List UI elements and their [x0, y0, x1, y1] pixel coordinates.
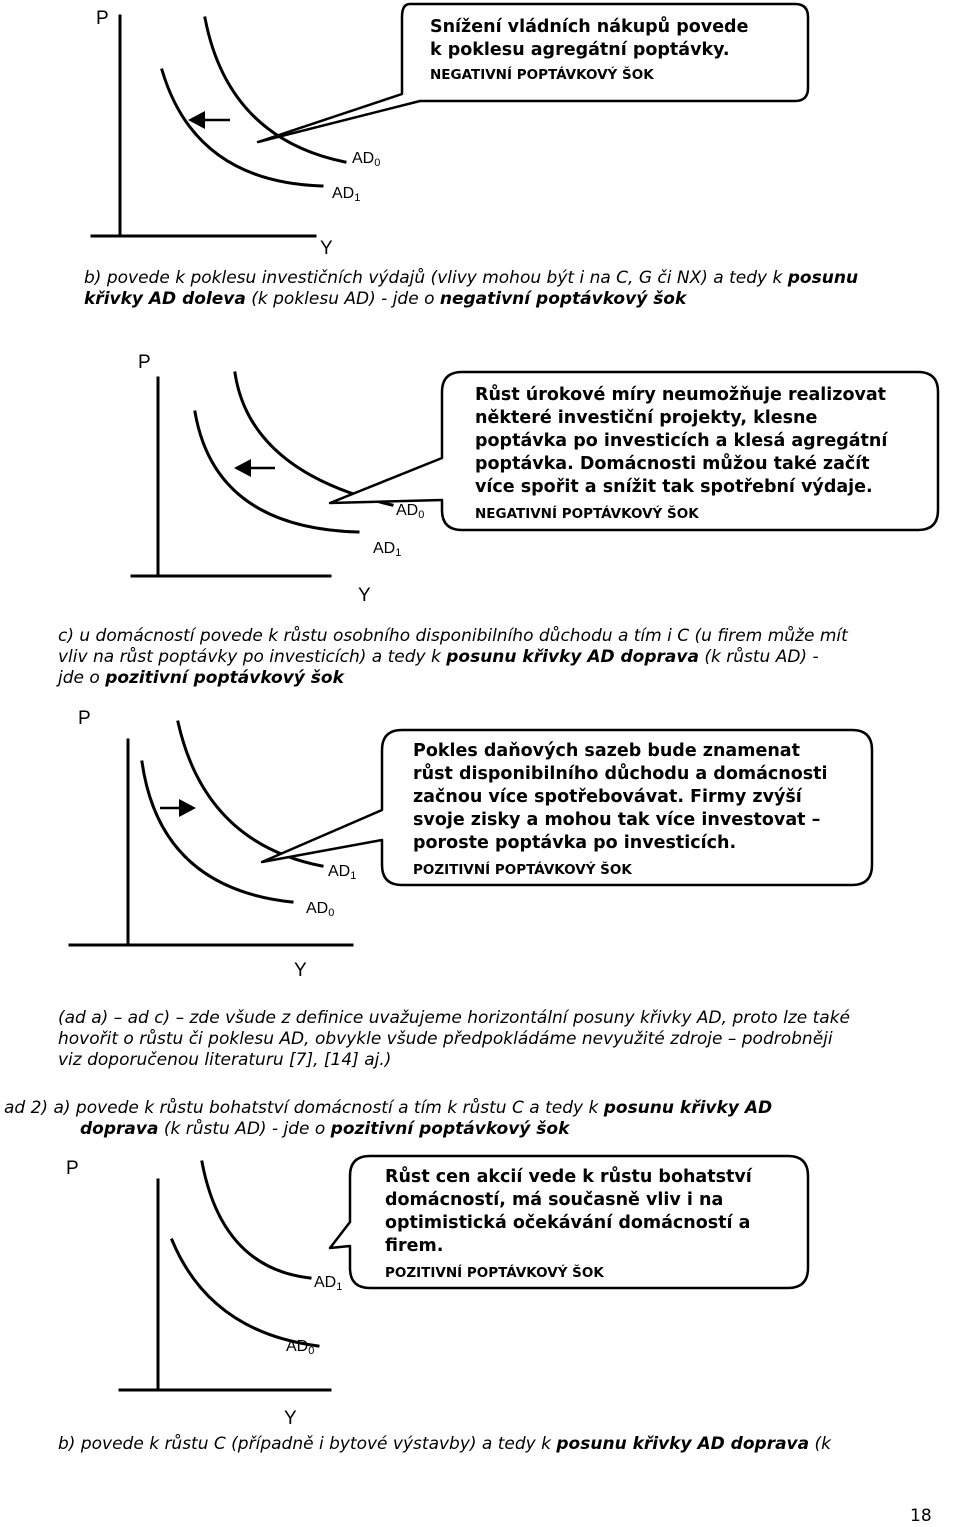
y-axis-label: Y: [284, 1408, 297, 1429]
paragraph-b-positive: b) povede k růstu C (případně i bytové výstavby) a tedy k posunu křivky AD doprava (k: [58, 1434, 831, 1454]
p-axis-label: P: [138, 352, 151, 373]
diagram2-curve-ad0: [235, 373, 392, 505]
shock-label: POZITIVNÍ POPTÁVKOVÝ ŠOK: [385, 1265, 604, 1281]
diagram4-bubble-text: Růst cen akcií vede k růstu bohatství domácností, má současně vliv i na optimistická očekávání domácností a firem. POZITIVNÍ POPTÁVKOVÝ ŠOK: [385, 1166, 752, 1285]
diagram4-curve-ad0: [172, 1240, 318, 1346]
diagram3-curve-ad0: [142, 762, 292, 902]
diagram4-curve-ad1: [202, 1162, 310, 1278]
ad0-label: $AD_0$: [352, 150, 381, 169]
p-axis-label: P: [66, 1158, 79, 1179]
paragraph-b-negative: b) povede k poklesu investičních výdajů (vlivy mohou být i na C, G či NX) a tedy k posunu křivky AD doleva (k poklesu AD) - jde o negativní poptávkový šok: [84, 268, 859, 309]
shock-label: NEGATIVNÍ POPTÁVKOVÝ ŠOK: [475, 506, 699, 522]
paragraph-ad-note: (ad a) – ad c) – zde všude z definice uvažujeme horizontální posuny křivky AD, proto lze také hovořit o růstu či poklesu AD, obvykle všude předpokládáme nevyužité zdroje – podrobněji viz doporučenou literaturu [7], [14] aj.): [58, 1008, 851, 1070]
y-axis-label: Y: [294, 960, 307, 981]
shock-label: POZITIVNÍ POPTÁVKOVÝ ŠOK: [413, 862, 632, 878]
y-axis-label: Y: [320, 238, 333, 259]
page-number: 18: [910, 1506, 932, 1526]
diagram2-axes: [132, 378, 330, 576]
p-axis-label: P: [78, 708, 91, 729]
diagram2-curve-ad1: [195, 412, 358, 532]
diagram2-left-arrow: [234, 459, 275, 477]
diagram1-left-arrow: [188, 111, 230, 129]
diagram1-curve-ad0: [205, 18, 345, 162]
diagram3-bubble-text: Pokles daňových sazeb bude znamenat růst disponibilního důchodu a domácnosti začnou více spotřebovávat. Firmy zvýší svoje zisky a mohou tak více investovat – poroste poptávka po investicích. POZITIVNÍ POPTÁVKOVÝ ŠOK: [413, 740, 828, 882]
ad0-label: $AD_0$: [306, 900, 335, 919]
ad1-label: $AD_1$: [314, 1274, 343, 1293]
ad0-label: $AD_0$: [286, 1338, 315, 1357]
diagram3-right-arrow: [160, 799, 196, 817]
diagram4-axes: [120, 1180, 330, 1390]
ad1-label: $AD_1$: [332, 185, 361, 204]
y-axis-label: Y: [358, 585, 371, 606]
shock-label: NEGATIVNÍ POPTÁVKOVÝ ŠOK: [430, 67, 654, 83]
p-axis-label: P: [96, 8, 109, 29]
paragraph-c-positive: c) u domácností povede k růstu osobního disponibilního důchodu a tím i C (u firem může mít vliv na růst poptávky po investicích) a tedy k posunu křivky AD doprava (k růstu AD) - jde o pozitivní poptávkový šok: [58, 626, 848, 688]
paragraph-ad2-a: ad 2) a) povede k růstu bohatství domácností a tím k růstu C a tedy k posunu křivky AD doprava (k růstu AD) - jde o pozitivní poptávkový šok: [4, 1098, 773, 1139]
diagram2-bubble-text: Růst úrokové míry neumožňuje realizovat některé investiční projekty, klesne poptávka po investicích a klesá agregátní poptávka. Domácnosti můžou také začít více spořit a snížit tak spotřební výdaje. NEGATIVNÍ POPTÁVKOVÝ ŠOK: [475, 384, 887, 526]
ad1-label: $AD_1$: [373, 540, 402, 559]
ad0-label: $AD_0$: [396, 502, 425, 521]
ad1-label: $AD_1$: [328, 863, 357, 882]
diagram1-bubble-text: Snížení vládních nákupů povede k poklesu agregátní poptávky. NEGATIVNÍ POPTÁVKOVÝ ŠOK: [430, 16, 748, 87]
